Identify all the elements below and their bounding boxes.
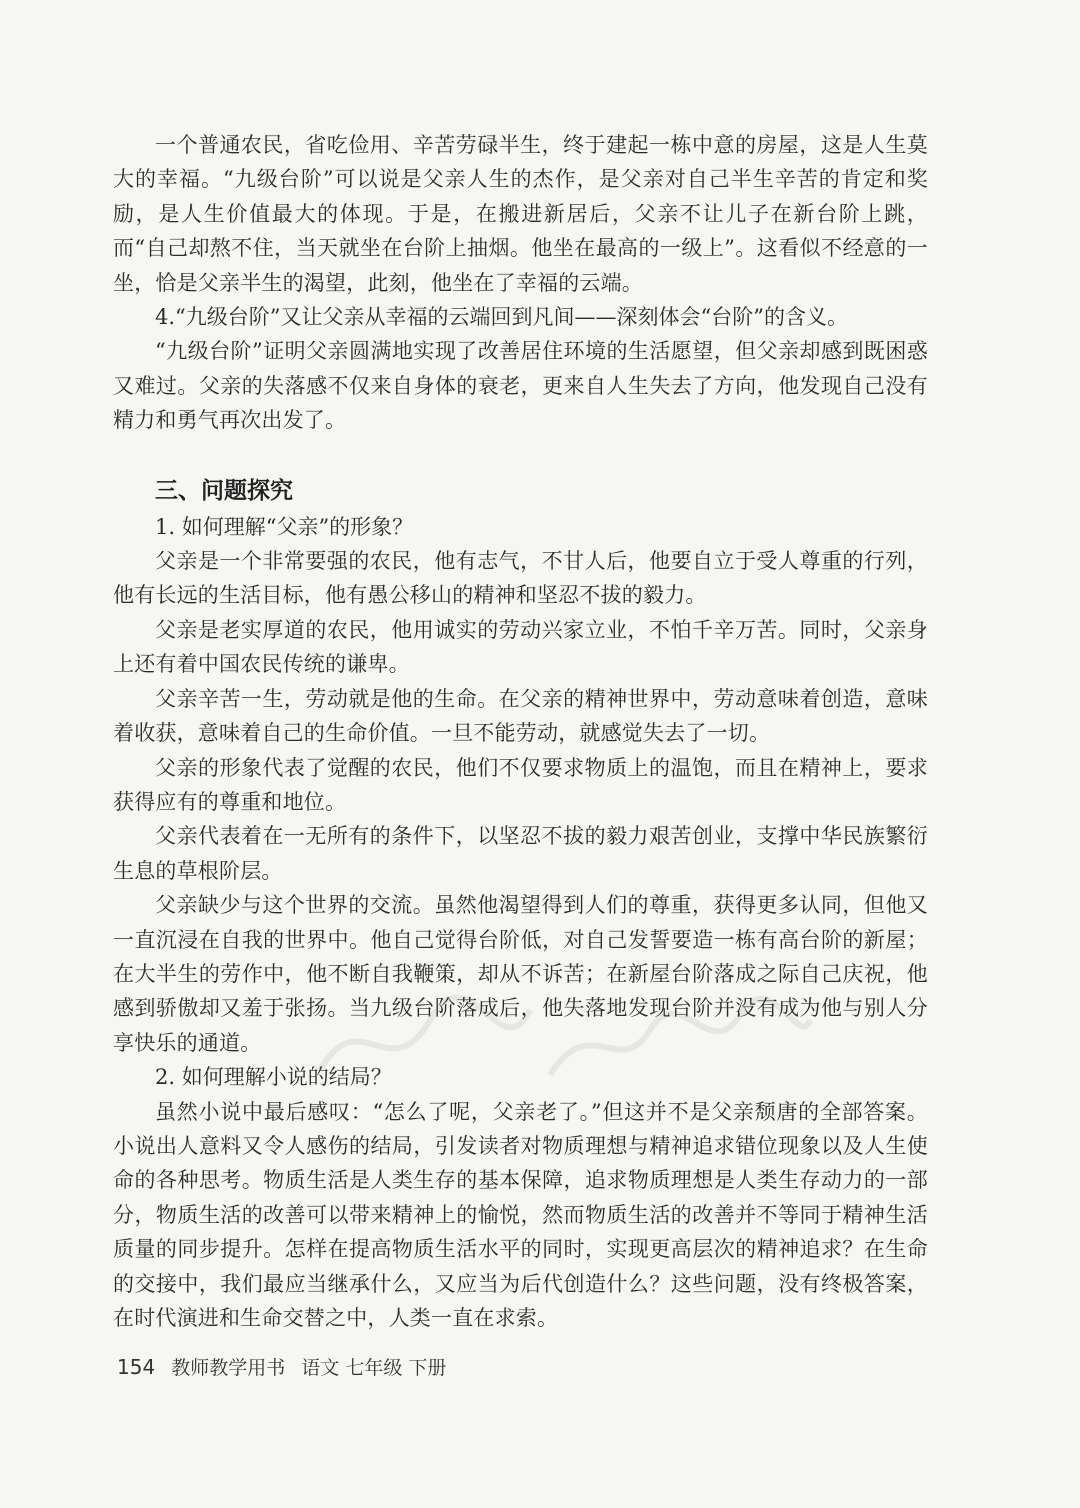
- paragraph: 一个普通农民，省吃俭用、辛苦劳碌半生，终于建起一栋中意的房屋，这是人生莫大的幸福。“九级台阶”可以说是父亲人生的杰作，是父亲对自己半生辛苦的肯定和奖励，是人生价值最大的体现。于是，在搬进新居后，父亲不让儿子在新台阶上跳，而“自己却熬不住，当天就坐在台阶上抽烟。他坐在最高的一级上”。这看似不经意的一坐，恰是父亲半生的渴望，此刻，他坐在了幸福的云端。: [113, 133, 928, 295]
- answer-paragraph: 父亲是老实厚道的农民，他用诚实的劳动兴家立业，不怕千辛万苦。同时，父亲身上还有着中国农民传统的谦卑。: [113, 617, 928, 677]
- book-grade: 七年级: [345, 1357, 403, 1379]
- paragraph: “九级台阶”证明父亲圆满地实现了改善居住环境的生活愿望，但父亲却感到既困惑又难过。父亲的失落感不仅来自身体的衰老，更来自人生失去了方向，他发现自己没有精力和勇气再次出发了。: [113, 339, 928, 433]
- page-content: [113, 128, 928, 1335]
- page-number: 154: [117, 1355, 156, 1379]
- spacer: [113, 438, 928, 472]
- answer-paragraph: 父亲是一个非常要强的农民，他有志气，不甘人后，他要自立于受人尊重的行列，他有长远的生活目标，他有愚公移山的精神和坚忍不拔的毅力。: [113, 549, 928, 608]
- answer-paragraph: 虽然小说中最后感叹：“怎么了呢，父亲老了。”但这并不是父亲颓唐的全部答案。小说出人意料又令人感伤的结局，引发读者对物质理想与精神追求错位现象以及人生使命的各种思考。物质生活是人类生存的基本保障，追求物质理想是人类生存动力的一部分，物质生活的改善可以带来精神上的愉悦，然而物质生活的改善并不等同于精神生活质量的同步提升。怎样在提高物质生活水平的同时，实现更高层次的精神追求？在生命的交接中，我们最应当继承什么，又应当为后代创造什么？这些问题，没有终极答案，在时代演进和生命交替之中，人类一直在求索。: [113, 1099, 928, 1330]
- question-2: 2. 如何理解小说的结局？: [155, 1065, 392, 1090]
- book-subject: 语文: [301, 1357, 340, 1379]
- answer-paragraph: 父亲缺少与这个世界的交流。虽然他渴望得到人们的尊重，获得更多认同，但他又一直沉浸在自我的世界中。他自己觉得台阶低，对自己发誓要造一栋有高台阶的新屋；在大半生的劳作中，他不断自我鞭策，却从不诉苦；在新屋台阶落成之际自己庆祝，他感到骄傲却又羞于张扬。当九级台阶落成后，他失落地发现台阶并没有成为他与别人分享快乐的通道。: [113, 893, 928, 1055]
- item-4: 4.“九级台阶”又让父亲从幸福的云端回到凡间——深刻体会“台阶”的含义。: [155, 305, 848, 330]
- answer-paragraph: 父亲辛苦一生，劳动就是他的生命。在父亲的精神世界中，劳动意味着创造，意味着收获，意味着自己的生命价值。一旦不能劳动，就感觉失去了一切。: [113, 686, 928, 746]
- book-title: 教师教学用书: [171, 1357, 286, 1379]
- section-heading: 三、问题探究: [155, 477, 293, 504]
- page-footer: [117, 1353, 446, 1380]
- answer-paragraph: 父亲的形象代表了觉醒的农民，他们不仅要求物质上的温饱，而且在精神上，要求获得应有的尊重和地位。: [113, 755, 928, 814]
- answer-paragraph: 父亲代表着在一无所有的条件下，以坚忍不拔的毅力艰苦创业，支撑中华民族繁衍生息的草根阶层。: [113, 824, 928, 883]
- book-volume: 下册: [408, 1357, 447, 1379]
- question-1: 1. 如何理解“父亲”的形象？: [155, 514, 414, 539]
